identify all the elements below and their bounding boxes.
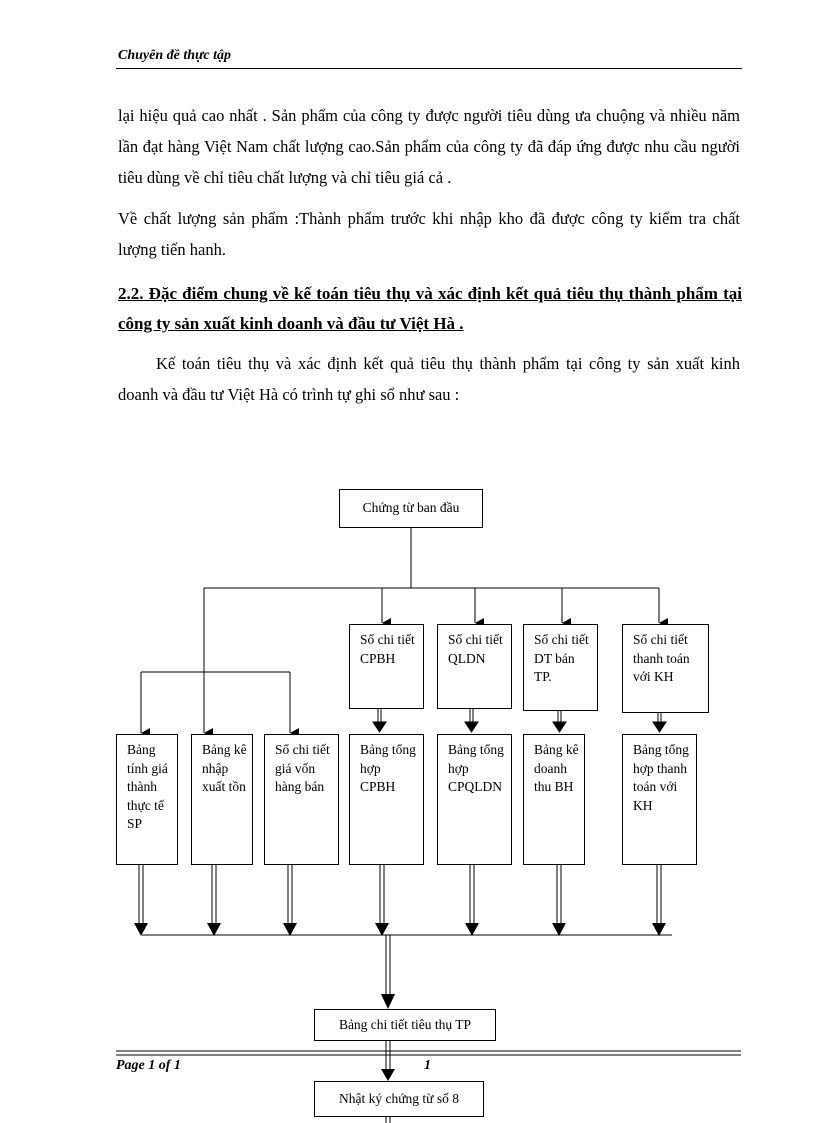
detail-book-revenue: Sổ chi tiết DT bán TP. xyxy=(523,624,598,711)
summary-revenue: Bảng kê doanh thu BH xyxy=(523,734,585,865)
page-label: Page 1 of 1 xyxy=(116,1058,181,1073)
consumption-detail-box: Bảng chi tiết tiêu thụ TP xyxy=(314,1009,496,1041)
detail-book-cpbh: Sổ chi tiết CPBH xyxy=(349,624,424,709)
page-number: 1 xyxy=(424,1058,431,1073)
summary-product-cost: Bảng tính giá thành thực tế SP xyxy=(116,734,178,865)
journal-voucher-box: Nhật ký chứng từ số 8 xyxy=(314,1081,484,1117)
paragraph-2: Về chất lượng sản phẩm :Thành phẩm trước khi nhập kho đã được công ty kiểm tra chất lượng tiến hanh. xyxy=(118,209,740,259)
detail-book-customer-payment: Sổ chi tiết thanh toán với KH xyxy=(622,624,709,713)
summary-inventory: Bảng kê nhập xuất tồn xyxy=(191,734,253,865)
summary-customer-payment: Bảng tổng hợp thanh toán với KH xyxy=(622,734,697,865)
summary-cpqldn: Bảng tổng hợp CPQLDN xyxy=(437,734,512,865)
initial-documents-box: Chứng từ ban đầu xyxy=(339,489,483,528)
intro-paragraph: Kế toán tiêu thụ và xác định kết quả tiêu thụ thành phẩm tại công ty sản xuất kinh doanh và đầu tư Việt Hà có trình tự ghi sổ như sau : xyxy=(118,354,740,404)
detail-book-qldn: Sổ chi tiết QLDN xyxy=(437,624,512,709)
document-header: Chuyên đề thực tập xyxy=(118,48,232,63)
summary-cpbh: Bảng tổng hợp CPBH xyxy=(349,734,424,865)
paragraph-1: lại hiệu quả cao nhất . Sản phẩm của công ty được người tiêu dùng ưa chuộng và nhiều năm lần đạt hàng Việt Nam chất lượng cao.Sản phẩm của công ty đã đáp ứng được nhu cầu người tiêu dùng về chỉ tiêu chất lượng và chỉ tiêu giá cả . xyxy=(118,106,740,187)
summary-cogs: Sổ chi tiết giá vốn hàng bán xyxy=(264,734,339,865)
section-heading: 2.2. Đặc điểm chung về kế toán tiêu thụ và xác định kết quả tiêu thụ thành phẩm tại công ty sản xuất kinh doanh và đầu tư Việt Hà . xyxy=(118,284,742,333)
